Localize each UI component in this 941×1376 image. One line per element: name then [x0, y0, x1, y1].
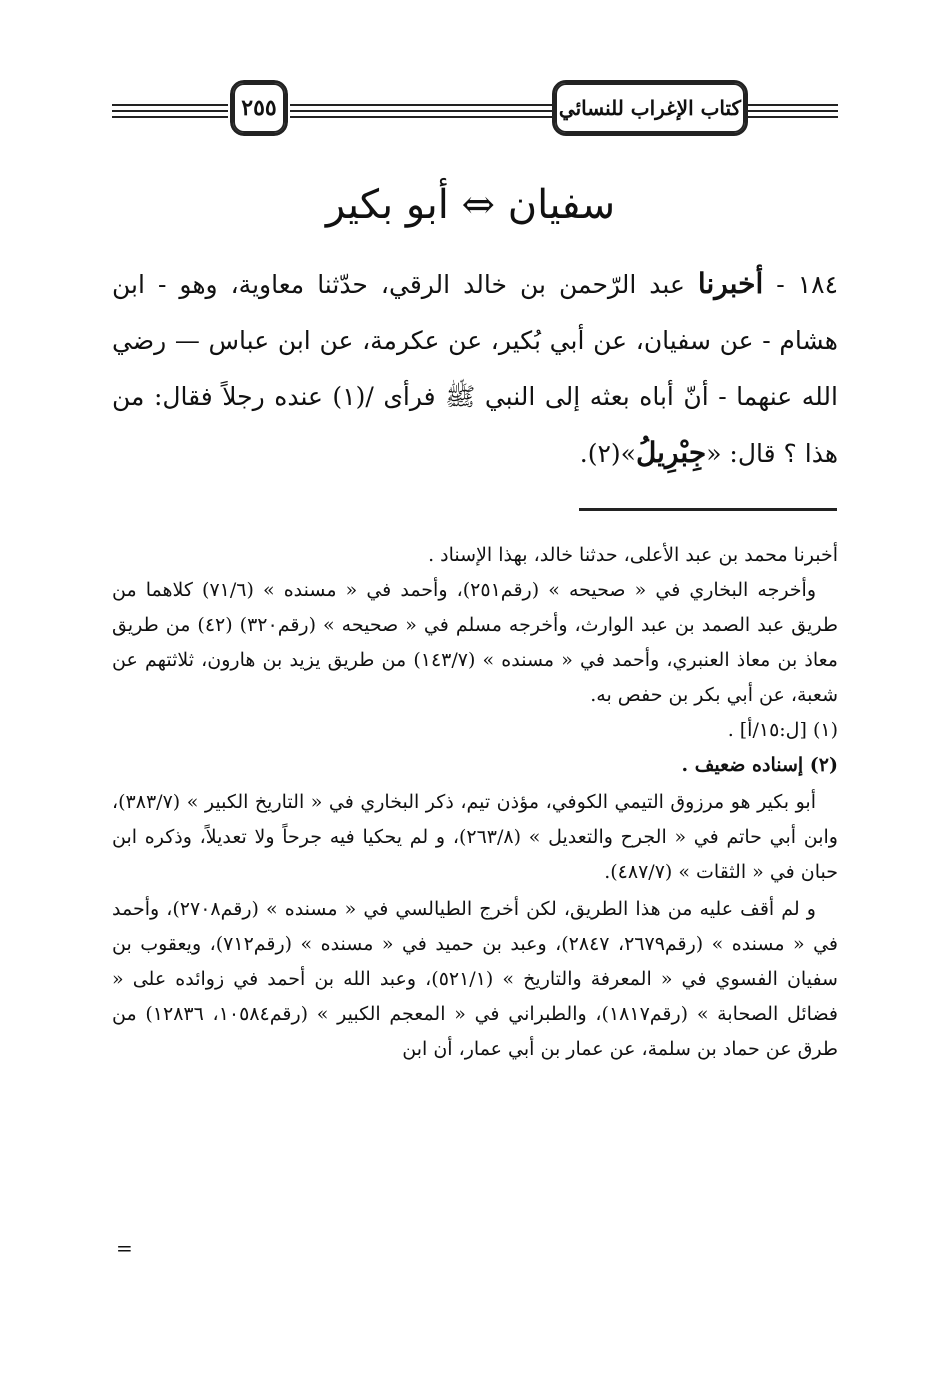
- book-title: كتاب الإغراب للنسائي: [552, 80, 748, 136]
- footnote-abu-bukayr: أبو بكير هو مرزوق التيمي الكوفي، مؤذن تيم، ذكر البخاري في « التاريخ الكبير » (٣٨٣/٧)، وابن أبي حاتم في « الجرح والتعديل » (٢٦٣/٨)، و لم يحكيا فيه جرحاً ولا تعديلاً، وذكره ابن حبان في « الثقات » (٤٨٧/٧).: [112, 791, 838, 883]
- chapter-title: سفيان ⇔ أبو بكير: [325, 182, 616, 228]
- hadith-lead-word: أخبرنا: [697, 267, 764, 300]
- hadith-jibril: جِبْرِيلُ: [635, 436, 707, 469]
- page-number: ٢٥٥: [230, 80, 288, 136]
- footnote-separator: [579, 508, 837, 511]
- hadith-body: عبد الرّحمن بن خالد الرقي، حدّثنا معاوية، وهو - ابن هشام - عن سفيان، عن أبي بُكير، عن عكرمة، عن ابن عباس — رضي الله عنهما - أنّ أباه بعثه إلى النبي ﷺ فرأى /(١) عنده رجلاً فقال: من هذا ؟ قال: «: [112, 270, 838, 468]
- footnote-lam-aqif: و لم أقف عليه من هذا الطريق، لكن أخرج الطيالسي في « مسنده » (رقم٢٧٠٨)، وأحمد في « مسنده » (رقم٢٦٧٩، ٢٨٤٧)، وعبد بن حميد في « مسنده » (رقم٧١٢)، ويعقوب بن سفيان الفسوي في « المعرفة والتاريخ » (٥٢١/١)، وعبد الله بن أحمد في زوائده على « فضائل الصحابة » (رقم١٨١٧)، والطبراني في « المعجم الكبير » (رقم١٠٥٨٤، ١٢٨٣٦) من طرق عن حماد بن سلمة، عن عمار بن أبي عمار، أن ابن: [112, 898, 839, 1060]
- footnote-1: (١) [ل:١٥/أ] .: [727, 719, 838, 741]
- footnote-2-label: (٢) إسناده ضعيف .: [681, 754, 838, 776]
- footnote-takhrij: وأخرجه البخاري في « صحيحه » (رقم٢٥١)، وأحمد في « مسنده » (٧١/٦) كلاهما من طريق عبد الصمد بن عبد الوارث، وأخرجه مسلم في « صحيحه » (رقم٣٢٠) (٤٢) من طريق معاذ بن معاذ العنبري، وأحمد في « مسنده » (١٤٣/٧) من طريق يزيد بن هارون، ثلاثتهم عن شعبة، عن أبي بكر بن حفص به.: [112, 579, 838, 706]
- hadith-ending: »(٢).: [579, 439, 636, 468]
- hadith-number: ١٨٤ -: [776, 270, 839, 299]
- continuation-mark: =: [116, 1236, 133, 1260]
- page-header: [112, 80, 838, 140]
- footnotes: [112, 538, 838, 1067]
- hadith-text: [112, 256, 838, 482]
- footnote-intro: أخبرنا محمد بن عبد الأعلى، حدثنا خالد، بهذا الإسناد .: [428, 544, 838, 566]
